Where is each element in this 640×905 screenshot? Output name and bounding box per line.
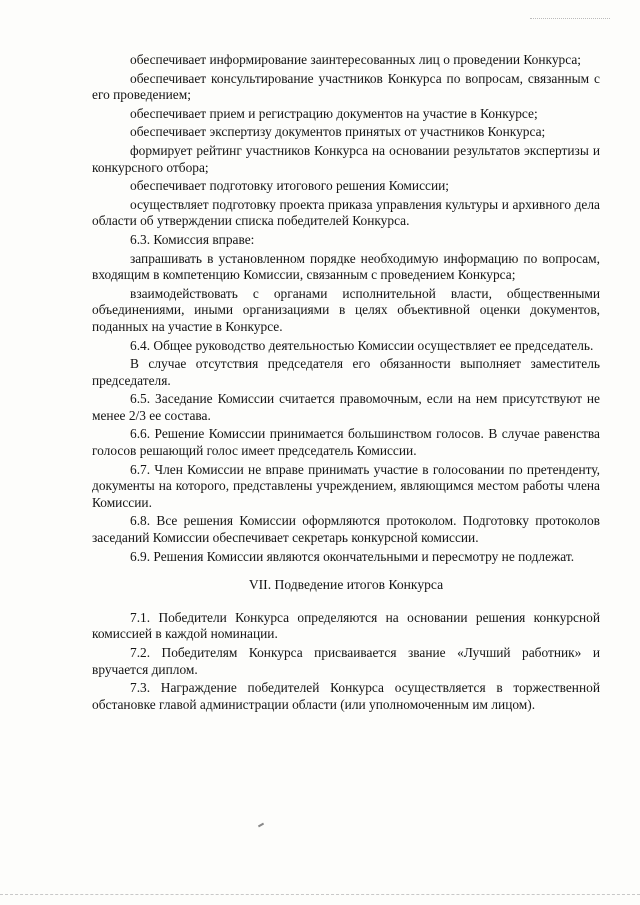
document-page (92, 52, 600, 715)
paragraph: обеспечивает консультирование участников Конкурса по вопросам, связанным с его проведением; (92, 70, 600, 103)
scan-speck (258, 823, 264, 828)
paragraph: 6.8. Все решения Комиссии оформляются протоколом. Подготовку протоколов заседаний Комиссии обеспечивает секретарь конкурсной комиссии. (92, 513, 600, 546)
scan-artifact-top (530, 18, 610, 21)
paragraph: 7.2. Победителям Конкурса присваивается звание «Лучший работник» и вручается диплом. (92, 645, 600, 677)
paragraph: 7.1. Победители Конкурса определяются на основании решения конкурсной комиссией в каждой номинации. (92, 609, 600, 642)
paragraph: 6.6. Решение Комиссии принимается большинством голосов. В случае равенства голосов решающий голос имеет председатель Комиссии. (92, 426, 600, 459)
paragraph: 7.3. Награждение победителей Конкурса осуществляется в торжественной обстановке главой администрации области (или уполномоченным им лицом). (92, 680, 600, 712)
paragraph: 6.9. Решения Комиссии являются окончательными и пересмотру не подлежат. (130, 548, 575, 564)
paragraph: формирует рейтинг участников Конкурса на основании результатов экспертизы и конкурсного отбора; (92, 142, 600, 175)
paragraph: взаимодействовать с органами исполнительной власти, общественными объединениями, иными организациями в целях объективной оценки документов, поданных на участие в Конкурсе. (92, 285, 600, 334)
paragraph: обеспечивает информирование заинтересованных лиц о проведении Конкурса; (130, 52, 582, 67)
paragraph: 6.4. Общее руководство деятельностью Комиссии осуществляет ее председатель. (130, 337, 594, 353)
section-heading: VII. Подведение итогов Конкурса (248, 577, 444, 593)
paragraph: обеспечивает прием и регистрацию документов на участие в Конкурсе; (130, 105, 538, 121)
clause-heading: 6.3. Комиссия вправе: (130, 231, 255, 247)
paragraph: 6.7. Член Комиссии не вправе принимать участие в голосовании по претенденту, документы на которого, представлены учреждением, являющимся местом работы члена Комиссии. (92, 461, 600, 510)
paragraph: В случае отсутствия председателя его обязанности выполняет заместитель председателя. (92, 356, 600, 388)
paragraph: осуществляет подготовку проекта приказа управления культуры и архивного дела области об утверждении списка победителей Конкурса. (92, 196, 600, 229)
paragraph: 6.5. Заседание Комиссии считается правомочным, если на нем присутствуют не менее 2/3 ее состава. (92, 391, 600, 423)
scan-artifact-bottom (0, 894, 640, 897)
paragraph: обеспечивает подготовку итогового решения Комиссии; (130, 178, 450, 194)
paragraph: запрашивать в установленном порядке необходимую информацию по вопросам, входящим в компетенцию Комиссии, связанным с проведением Конкурса; (92, 250, 600, 283)
paragraph: обеспечивает экспертизу документов принятых от участников Конкурса; (130, 124, 546, 140)
